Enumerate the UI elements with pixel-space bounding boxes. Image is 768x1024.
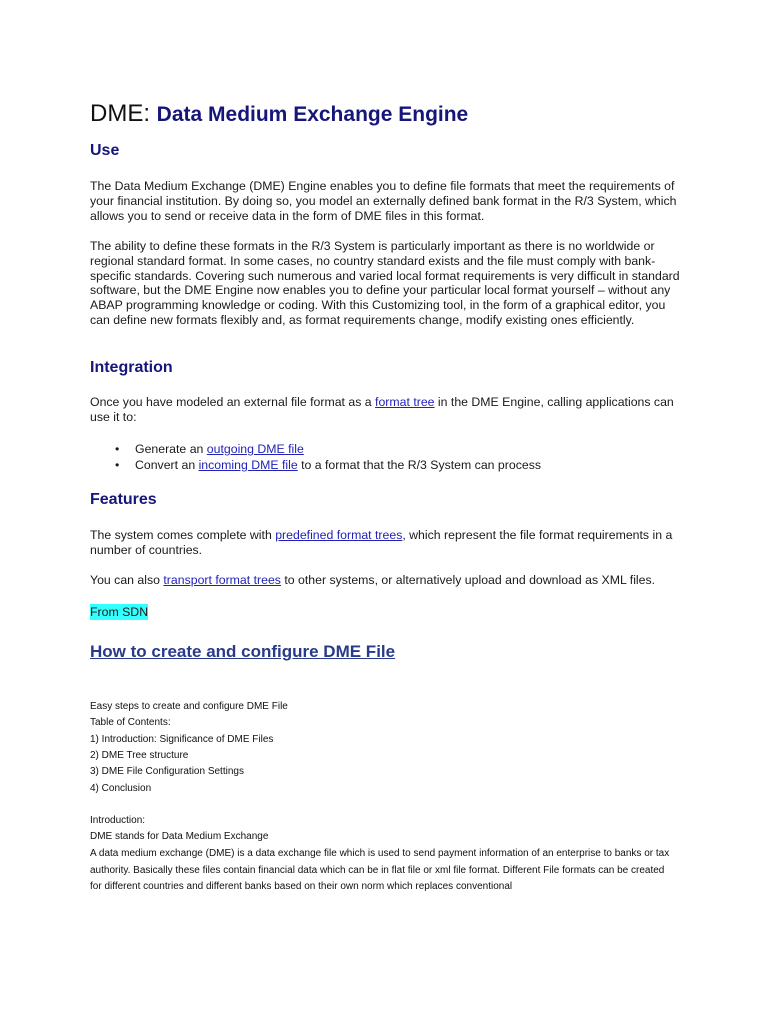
- predefined-format-trees-link[interactable]: predefined format trees: [275, 528, 403, 542]
- use-heading: Use: [90, 142, 120, 159]
- bullet-icon: •: [115, 458, 120, 472]
- toc-item: 2) DME Tree structure: [90, 750, 189, 761]
- title-main: Data Medium Exchange Engine: [156, 103, 469, 126]
- integration-text-2: in the DME Engine, calling applications can use it to:: [90, 395, 674, 424]
- list-item-incoming: [115, 458, 541, 473]
- outgoing-dme-file-link[interactable]: outgoing DME file: [206, 442, 304, 456]
- toc-item: 4) Conclusion: [90, 783, 152, 794]
- features-text-2: , which represent the file format requirements in a number of countries.: [90, 528, 673, 557]
- from-sdn-highlight: From SDN: [90, 605, 149, 619]
- features-text-4: to other systems, or alternatively upload and download as XML files.: [280, 573, 656, 587]
- intro-paragraph: A data medium exchange (DME) is a data exchange file which is used to send payment information of an enterprise to banks or tax authority. Basically these files contain financial data which can be in flat file or xml file format. Different File formats can be created for different countries and different banks based on their own norm which replaces conventional: [90, 848, 670, 892]
- list-item-text: to a format that the R/3 System can process: [297, 458, 541, 472]
- use-paragraph-2: The ability to define these formats in the R/3 System is particularly important as there is no worldwide or regional standard format. In some cases, no country standard exists and the file must comply with bank-specific standards. Covering such numerous and varied local format requirements is very difficult in standard software, but the DME Engine now enables you to define your particular local format yourself – without any ABAP programming knowledge or coding. With this Customizing tool, in the form of a graphical editor, you can define new formats flexibly and, as format requirements change, modify existing ones efficiently.: [90, 239, 680, 327]
- integration-heading: Integration: [90, 359, 173, 376]
- incoming-dme-file-link[interactable]: incoming DME file: [198, 458, 298, 472]
- list-item-text: Generate an: [135, 442, 207, 456]
- source-line: [90, 605, 680, 620]
- features-paragraph-1: [90, 528, 680, 558]
- page-title: [90, 92, 468, 129]
- integration-paragraph: [90, 395, 680, 425]
- toc-item: 3) DME File Configuration Settings: [90, 766, 244, 777]
- howto-heading-link[interactable]: How to create and configure DME File: [90, 642, 396, 661]
- list-item-text: Convert an: [135, 458, 199, 472]
- features-text-1: The system comes complete with: [90, 528, 276, 542]
- howto-line: Easy steps to create and configure DME File: [90, 701, 288, 712]
- integration-text-1: Once you have modeled an external file format as a: [90, 395, 376, 409]
- format-tree-link[interactable]: format tree: [375, 395, 435, 409]
- features-paragraph-2: [90, 573, 680, 588]
- features-text-3: You can also: [90, 573, 164, 587]
- intro-line: DME stands for Data Medium Exchange: [90, 831, 269, 842]
- title-prefix: DME:: [90, 100, 157, 127]
- use-paragraph-1: The Data Medium Exchange (DME) Engine enables you to define file formats that meet the requirements of your financial institution. By doing so, you model an externally defined bank format in the R/3 System, which allows you to send or receive data in the form of DME files in this format.: [90, 179, 677, 223]
- bullet-icon: •: [115, 442, 120, 456]
- transport-format-trees-link[interactable]: transport format trees: [163, 573, 281, 587]
- toc-item: 1) Introduction: Significance of DME Files: [90, 734, 274, 745]
- toc-heading: Table of Contents:: [90, 717, 171, 728]
- list-item-outgoing: [115, 442, 304, 457]
- intro-heading: Introduction:: [90, 815, 146, 826]
- features-heading: Features: [90, 491, 157, 508]
